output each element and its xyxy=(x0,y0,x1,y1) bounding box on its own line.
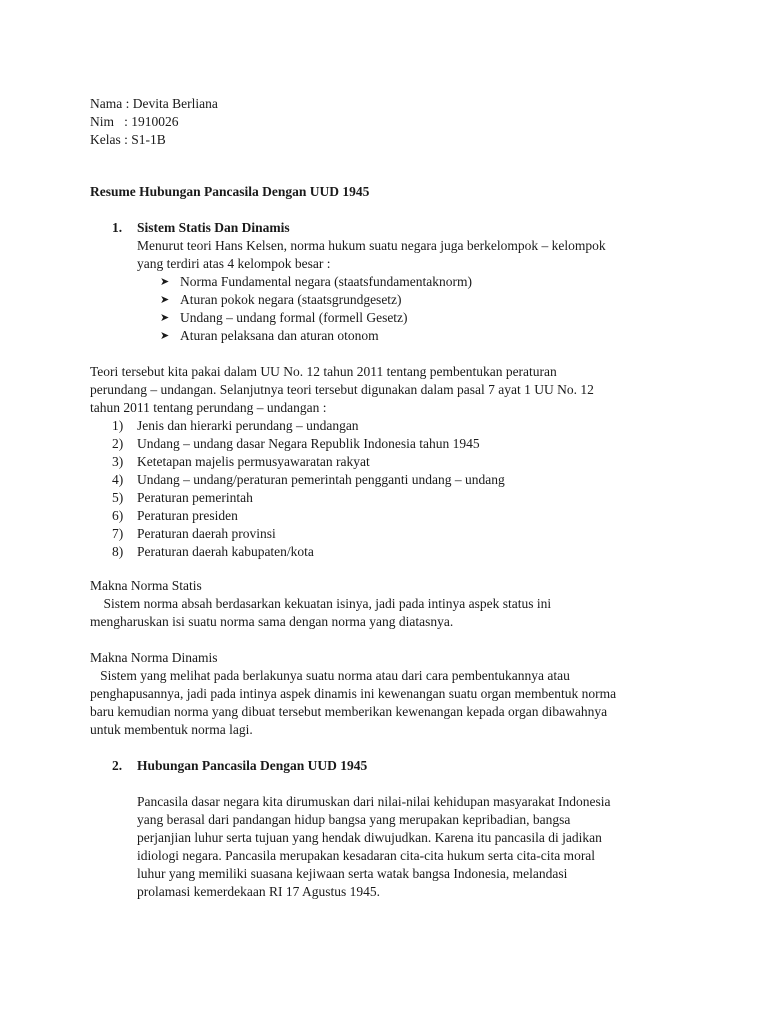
list-number: 8) xyxy=(112,544,124,559)
statis-line: mengharuskan isi suatu norma sama dengan norma yang diatasnya. xyxy=(90,614,454,629)
list-number: 6) xyxy=(112,508,124,523)
theory-paragraph-line: perundang – undangan. Selanjutnya teori tersebut digunakan dalam pasal 7 ayat 1 UU No. 12 xyxy=(90,382,594,397)
statis-line: Sistem norma absah berdasarkan kekuatan isinya, jadi pada intinya aspek status ini xyxy=(90,596,552,611)
student-nim: Nim : 1910026 xyxy=(90,114,179,129)
list-number: 3) xyxy=(112,454,124,469)
list-item: Peraturan daerah provinsi xyxy=(137,526,276,541)
section-2-line: perjanjian luhur serta tujuan yang hendak diwujudkan. Karena itu pancasila di jadikan xyxy=(137,830,602,845)
student-name: Nama : Devita Berliana xyxy=(90,96,218,111)
list-number: 4) xyxy=(112,472,124,487)
list-item: Peraturan presiden xyxy=(137,508,238,523)
section-2-line: yang berasal dari pandangan hidup bangsa yang merupakan kepribadian, bangsa xyxy=(137,812,571,827)
arrow-bullet-icon: ➤ xyxy=(160,312,170,324)
document-title: Resume Hubungan Pancasila Dengan UUD 1945 xyxy=(90,184,370,199)
list-number: 5) xyxy=(112,490,124,505)
section-2-line: luhur yang memiliki suasana kejiwaan serta watak bangsa Indonesia, melandasi xyxy=(137,866,568,881)
section-2-heading: Hubungan Pancasila Dengan UUD 1945 xyxy=(137,758,368,773)
section-1-heading: Sistem Statis Dan Dinamis xyxy=(137,220,290,235)
list-item: Ketetapan majelis permusyawaratan rakyat xyxy=(137,454,370,469)
section-1-intro-line: Menurut teori Hans Kelsen, norma hukum suatu negara juga berkelompok – kelompok xyxy=(137,238,606,253)
section-2-number: 2. xyxy=(112,758,123,773)
list-item: Undang – undang/peraturan pemerintah pengganti undang – undang xyxy=(137,472,505,487)
section-1-intro-line: yang terdiri atas 4 kelompok besar : xyxy=(137,256,331,271)
arrow-bullet-icon: ➤ xyxy=(160,276,170,288)
section-2-line: prolamasi kemerdekaan RI 17 Agustus 1945. xyxy=(137,884,380,899)
theory-paragraph-line: tahun 2011 tentang perundang – undangan : xyxy=(90,400,327,415)
arrow-bullet-icon: ➤ xyxy=(160,330,170,342)
arrow-bullet-icon: ➤ xyxy=(160,294,170,306)
list-item: Peraturan daerah kabupaten/kota xyxy=(137,544,314,559)
list-item: Jenis dan hierarki perundang – undangan xyxy=(137,418,359,433)
dinamis-line: untuk membentuk norma lagi. xyxy=(90,722,253,737)
list-number: 7) xyxy=(112,526,124,541)
bullet-item: Undang – undang formal (formell Gesetz) xyxy=(180,310,408,325)
dinamis-line: penghapusannya, jadi pada intinya aspek dinamis ini kewenangan suatu organ membentuk norma xyxy=(90,686,617,701)
section-2-line: Pancasila dasar negara kita dirumuskan dari nilai-nilai kehidupan masyarakat Indonesia xyxy=(137,794,611,809)
list-item: Undang – undang dasar Negara Republik Indonesia tahun 1945 xyxy=(137,436,480,451)
section-2-line: idiologi negara. Pancasila merupakan kesadaran cita-cita hukum serta cita-cita moral xyxy=(137,848,596,863)
bullet-item: Aturan pokok negara (staatsgrundgesetz) xyxy=(180,292,402,307)
statis-heading: Makna Norma Statis xyxy=(90,578,202,593)
bullet-item: Norma Fundamental negara (staatsfundamentaknorm) xyxy=(180,274,473,289)
bullet-item: Aturan pelaksana dan aturan otonom xyxy=(180,328,379,343)
list-item: Peraturan pemerintah xyxy=(137,490,253,505)
dinamis-line: baru kemudian norma yang dibuat tersebut memberikan kewenangan kepada organ dibawahnya xyxy=(90,704,608,719)
section-1-number: 1. xyxy=(112,220,123,235)
list-number: 2) xyxy=(112,436,124,451)
student-class: Kelas : S1-1B xyxy=(90,132,166,147)
list-number: 1) xyxy=(112,418,124,433)
theory-paragraph-line: Teori tersebut kita pakai dalam UU No. 12 tahun 2011 tentang pembentukan peraturan xyxy=(90,364,557,379)
dinamis-line: Sistem yang melihat pada berlakunya suatu norma atau dari cara pembentukannya atau xyxy=(90,668,570,683)
dinamis-heading: Makna Norma Dinamis xyxy=(90,650,218,665)
